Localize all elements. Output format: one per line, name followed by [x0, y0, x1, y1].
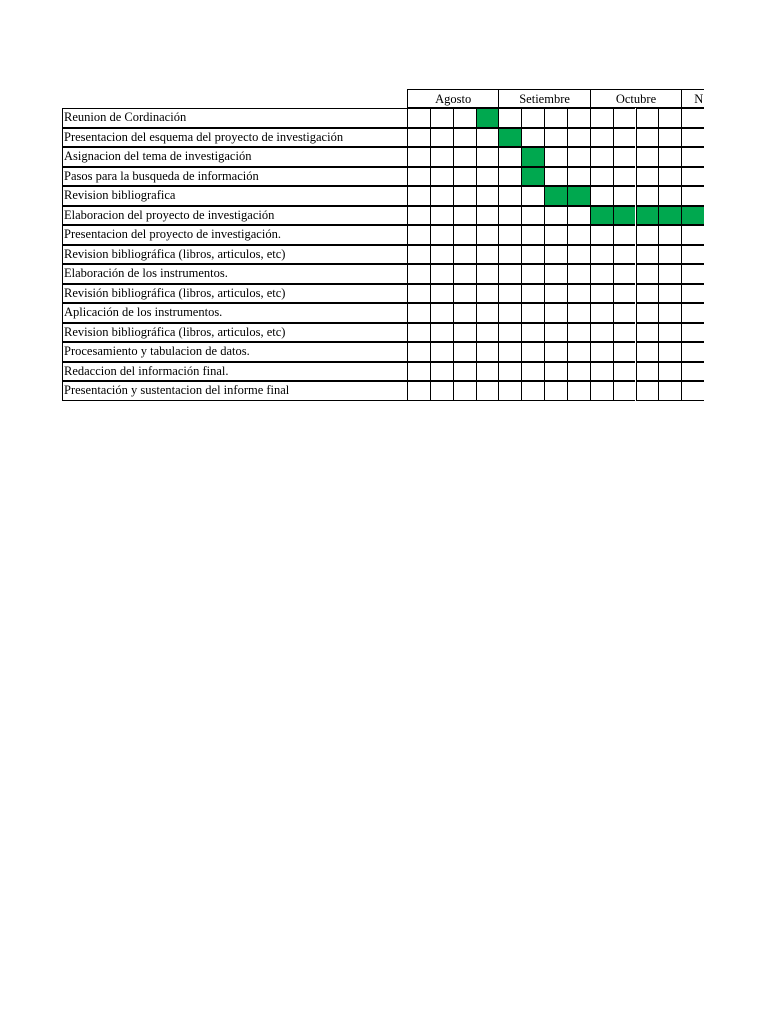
schedule-cell — [453, 186, 476, 206]
schedule-cell — [407, 245, 430, 265]
schedule-cell — [590, 167, 613, 187]
task-label: Reunion de Cordinación — [62, 108, 407, 128]
schedule-cell — [544, 323, 567, 343]
schedule-cell — [521, 225, 544, 245]
schedule-cell — [498, 206, 521, 226]
schedule-cell — [521, 264, 544, 284]
schedule-cell — [636, 128, 659, 148]
schedule-cell — [407, 206, 430, 226]
schedule-cell — [681, 186, 704, 206]
task-label: Asignacion del tema de investigación — [62, 147, 407, 167]
task-row — [62, 225, 704, 245]
schedule-cell — [590, 303, 613, 323]
schedule-cell — [681, 167, 704, 187]
schedule-cell — [681, 381, 704, 401]
task-row — [62, 206, 704, 226]
schedule-cell — [407, 108, 430, 128]
schedule-cell — [430, 167, 453, 187]
schedule-cell — [407, 167, 430, 187]
schedule-cell-filled — [521, 167, 544, 187]
schedule-cell — [658, 108, 681, 128]
schedule-cell — [613, 284, 636, 304]
schedule-cell — [636, 225, 659, 245]
schedule-cell — [636, 323, 659, 343]
schedule-cell — [544, 225, 567, 245]
schedule-cell — [567, 323, 590, 343]
schedule-cell — [544, 342, 567, 362]
task-row — [62, 147, 704, 167]
schedule-cell — [590, 245, 613, 265]
schedule-cell — [567, 381, 590, 401]
schedule-cell — [407, 362, 430, 382]
schedule-cell-filled — [498, 128, 521, 148]
schedule-cell — [476, 284, 499, 304]
schedule-cell — [613, 323, 636, 343]
schedule-cell — [636, 284, 659, 304]
schedule-cell — [567, 245, 590, 265]
schedule-cell — [498, 362, 521, 382]
schedule-cell — [407, 303, 430, 323]
schedule-cell — [407, 342, 430, 362]
schedule-cell — [430, 323, 453, 343]
schedule-cell — [407, 381, 430, 401]
schedule-cell — [453, 264, 476, 284]
schedule-cell — [681, 323, 704, 343]
schedule-cell — [521, 128, 544, 148]
task-label: Revision bibliográfica (libros, articulos, etc) — [62, 323, 407, 343]
schedule-cell — [544, 167, 567, 187]
month-header: Setiembre — [498, 89, 589, 108]
schedule-cell-filled — [636, 206, 659, 226]
schedule-cell — [430, 381, 453, 401]
schedule-cell — [613, 245, 636, 265]
schedule-cell — [430, 342, 453, 362]
schedule-cell — [476, 342, 499, 362]
schedule-cell — [498, 167, 521, 187]
schedule-cell — [567, 284, 590, 304]
schedule-cell — [613, 147, 636, 167]
schedule-cell — [430, 303, 453, 323]
schedule-cell — [613, 167, 636, 187]
schedule-cell — [590, 225, 613, 245]
schedule-cell — [613, 225, 636, 245]
schedule-cell — [681, 264, 704, 284]
schedule-cell — [636, 167, 659, 187]
schedule-cell — [498, 381, 521, 401]
schedule-cell — [544, 362, 567, 382]
schedule-cell — [521, 245, 544, 265]
schedule-cell — [476, 128, 499, 148]
schedule-cell — [658, 323, 681, 343]
schedule-cell — [498, 225, 521, 245]
task-label: Presentacion del proyecto de investigación. — [62, 225, 407, 245]
schedule-cell — [453, 147, 476, 167]
task-label: Presentacion del esquema del proyecto de investigación — [62, 128, 407, 148]
schedule-cell — [453, 323, 476, 343]
month-header: Agosto — [407, 89, 498, 108]
task-row — [62, 342, 704, 362]
schedule-cell — [658, 186, 681, 206]
schedule-cell — [681, 342, 704, 362]
schedule-cell — [590, 128, 613, 148]
schedule-cell — [453, 303, 476, 323]
task-row — [62, 108, 704, 128]
task-label: Pasos para la busqueda de información — [62, 167, 407, 187]
schedule-cell — [590, 362, 613, 382]
schedule-cell — [521, 323, 544, 343]
schedule-cell — [658, 225, 681, 245]
schedule-cell-filled — [681, 206, 704, 226]
schedule-cell — [476, 167, 499, 187]
schedule-cell — [681, 362, 704, 382]
task-label: Revision bibliográfica (libros, articulos, etc) — [62, 245, 407, 265]
schedule-cell-filled — [521, 147, 544, 167]
task-row — [62, 186, 704, 206]
month-header: N — [681, 89, 704, 108]
schedule-cell — [521, 381, 544, 401]
schedule-cell — [658, 284, 681, 304]
schedule-cell — [453, 362, 476, 382]
schedule-cell — [476, 362, 499, 382]
schedule-cell — [658, 264, 681, 284]
schedule-cell — [544, 245, 567, 265]
schedule-cell — [613, 128, 636, 148]
schedule-cell — [681, 245, 704, 265]
schedule-cell — [453, 284, 476, 304]
schedule-cell — [636, 147, 659, 167]
schedule-cell — [636, 186, 659, 206]
schedule-cell — [453, 342, 476, 362]
schedule-cell — [521, 303, 544, 323]
schedule-cell — [498, 264, 521, 284]
schedule-cell — [590, 323, 613, 343]
schedule-cell — [590, 186, 613, 206]
schedule-cell — [476, 264, 499, 284]
schedule-cell — [567, 225, 590, 245]
schedule-cell — [544, 381, 567, 401]
schedule-cell — [521, 108, 544, 128]
schedule-cell — [407, 284, 430, 304]
schedule-cell — [567, 264, 590, 284]
schedule-cell — [430, 206, 453, 226]
schedule-cell — [544, 147, 567, 167]
schedule-cell — [567, 167, 590, 187]
schedule-cell — [681, 303, 704, 323]
schedule-cell — [430, 108, 453, 128]
schedule-cell — [613, 108, 636, 128]
schedule-cell — [476, 245, 499, 265]
schedule-cell — [521, 342, 544, 362]
schedule-cell-filled — [590, 206, 613, 226]
schedule-cell — [407, 147, 430, 167]
task-label: Procesamiento y tabulacion de datos. — [62, 342, 407, 362]
schedule-cell — [498, 245, 521, 265]
schedule-cell — [590, 264, 613, 284]
schedule-cell — [636, 342, 659, 362]
schedule-cell — [521, 284, 544, 304]
schedule-cell — [430, 284, 453, 304]
schedule-cell — [430, 225, 453, 245]
schedule-cell — [590, 342, 613, 362]
schedule-cell — [453, 167, 476, 187]
schedule-cell — [658, 167, 681, 187]
schedule-cell — [498, 186, 521, 206]
schedule-cell — [636, 264, 659, 284]
schedule-cell — [658, 342, 681, 362]
schedule-cell — [498, 147, 521, 167]
schedule-cell — [567, 362, 590, 382]
schedule-cell — [658, 245, 681, 265]
schedule-cell — [567, 206, 590, 226]
schedule-cell — [590, 381, 613, 401]
schedule-cell — [590, 284, 613, 304]
schedule-cell — [430, 186, 453, 206]
task-row — [62, 362, 704, 382]
schedule-cell — [407, 128, 430, 148]
schedule-cell-filled — [658, 206, 681, 226]
task-label: Elaboración de los instrumentos. — [62, 264, 407, 284]
schedule-cell — [567, 147, 590, 167]
schedule-cell — [590, 147, 613, 167]
schedule-cell — [498, 342, 521, 362]
schedule-cell — [544, 284, 567, 304]
schedule-cell — [590, 108, 613, 128]
schedule-cell — [521, 206, 544, 226]
schedule-cell — [544, 303, 567, 323]
schedule-cell — [636, 381, 659, 401]
task-row — [62, 284, 704, 304]
task-label: Redaccion del información final. — [62, 362, 407, 382]
schedule-cell — [613, 362, 636, 382]
task-row — [62, 264, 704, 284]
schedule-cell — [681, 284, 704, 304]
task-row — [62, 128, 704, 148]
schedule-cell — [613, 186, 636, 206]
schedule-cell — [407, 264, 430, 284]
schedule-cell — [430, 245, 453, 265]
task-row — [62, 167, 704, 187]
schedule-cell — [567, 108, 590, 128]
schedule-cell — [567, 303, 590, 323]
schedule-cell — [544, 264, 567, 284]
schedule-cell — [498, 108, 521, 128]
schedule-cell — [453, 128, 476, 148]
schedule-cell — [453, 206, 476, 226]
month-header: Octubre — [590, 89, 681, 108]
task-label: Revision bibliografica — [62, 186, 407, 206]
schedule-cell — [681, 108, 704, 128]
schedule-cell — [453, 225, 476, 245]
schedule-cell — [658, 147, 681, 167]
schedule-cell — [430, 147, 453, 167]
task-row — [62, 303, 704, 323]
schedule-cell — [544, 206, 567, 226]
task-row — [62, 323, 704, 343]
schedule-cell — [498, 323, 521, 343]
schedule-cell — [476, 303, 499, 323]
schedule-cell-filled — [544, 186, 567, 206]
schedule-cell — [658, 381, 681, 401]
schedule-cell — [681, 147, 704, 167]
schedule-cell — [681, 128, 704, 148]
task-label: Presentación y sustentacion del informe final — [62, 381, 407, 401]
schedule-cell — [407, 225, 430, 245]
schedule-cell — [453, 245, 476, 265]
schedule-cell-filled — [567, 186, 590, 206]
schedule-cell — [613, 381, 636, 401]
schedule-cell — [476, 381, 499, 401]
schedule-cell — [430, 128, 453, 148]
schedule-cell-filled — [476, 108, 499, 128]
schedule-cell — [681, 225, 704, 245]
schedule-cell — [613, 264, 636, 284]
schedule-cell — [521, 362, 544, 382]
task-row — [62, 245, 704, 265]
schedule-cell — [567, 342, 590, 362]
schedule-cell — [613, 342, 636, 362]
schedule-cell — [430, 264, 453, 284]
task-label: Elaboracion del proyecto de investigación — [62, 206, 407, 226]
schedule-cell — [658, 128, 681, 148]
schedule-cell — [498, 284, 521, 304]
schedule-cell — [636, 245, 659, 265]
schedule-cell — [476, 186, 499, 206]
schedule-cell — [407, 186, 430, 206]
schedule-cell — [453, 381, 476, 401]
schedule-cell-filled — [613, 206, 636, 226]
schedule-cell — [476, 147, 499, 167]
schedule-cell — [658, 303, 681, 323]
schedule-cell — [407, 323, 430, 343]
schedule-cell — [613, 303, 636, 323]
schedule-cell — [636, 303, 659, 323]
task-row — [62, 381, 704, 401]
task-label: Aplicación de los instrumentos. — [62, 303, 407, 323]
schedule-cell — [476, 206, 499, 226]
schedule-cell — [521, 186, 544, 206]
schedule-cell — [636, 362, 659, 382]
schedule-cell — [430, 362, 453, 382]
schedule-cell — [476, 225, 499, 245]
schedule-cell — [658, 362, 681, 382]
schedule-cell — [636, 108, 659, 128]
task-label: Revisión bibliográfica (libros, articulos, etc) — [62, 284, 407, 304]
schedule-cell — [453, 108, 476, 128]
schedule-cell — [544, 108, 567, 128]
schedule-cell — [567, 128, 590, 148]
schedule-cell — [498, 303, 521, 323]
schedule-cell — [544, 128, 567, 148]
schedule-cell — [476, 323, 499, 343]
